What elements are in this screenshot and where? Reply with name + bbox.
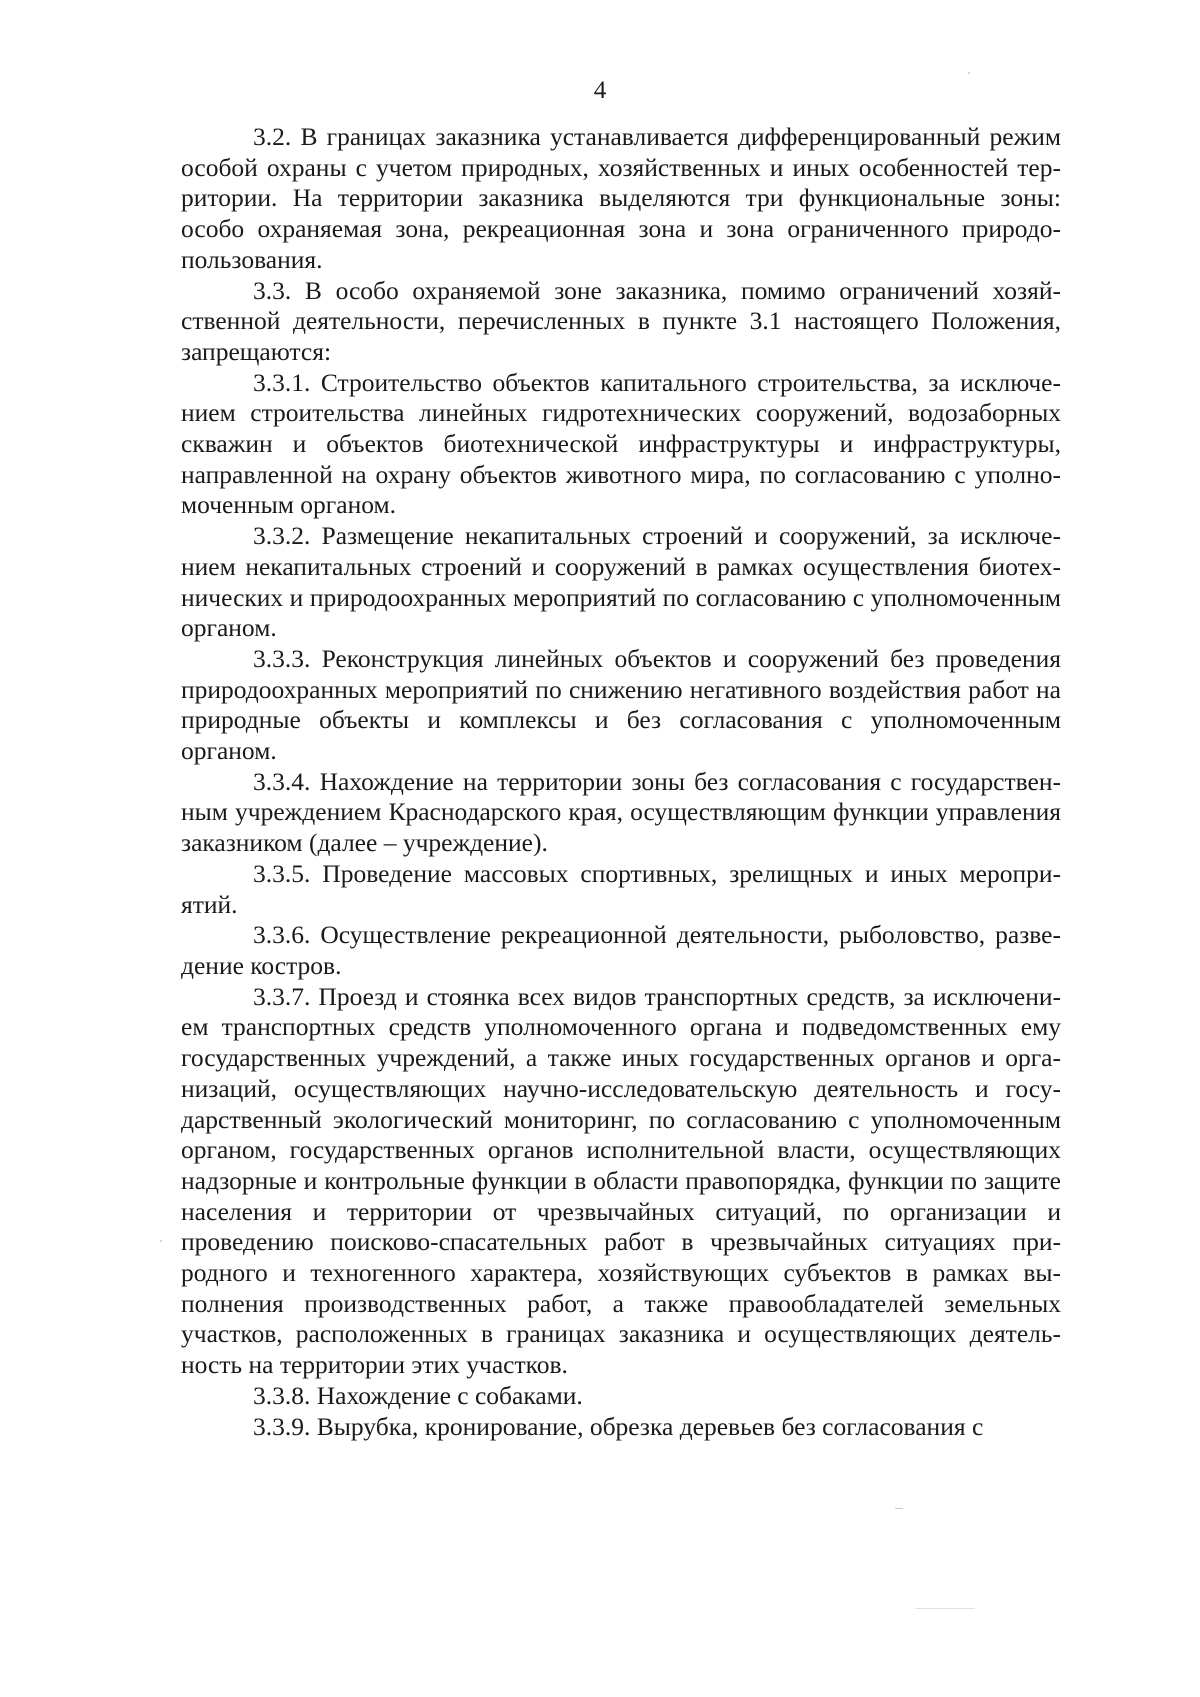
paragraph-3-3-2: 3.3.2. Размещение некапитальных строений и сооружений, за исключением некапитальных строений и сооружений в рамках осуществления биотехнических и природоохранных мероприятий по согласованию с уполномоченным органом. bbox=[181, 521, 1061, 643]
paragraph-3-3-3: 3.3.3. Реконструкция линейных объектов и сооружений без проведения природоохранных мероприятий по снижению негативного воздействия работ на природные объекты и комплексы и без согласования с уполномоченным органом. bbox=[181, 643, 1061, 766]
document-body bbox=[181, 122, 1061, 1442]
paragraph-3-2: 3.2. В границах заказника устанавливается дифференцированный режим особой охраны с учетом природных, хозяйственных и иных особенностей территории. На территории заказника выделяются три функциональные зоны: особо охраняемая зона, рекреационная зона и зона ограниченного природопользования. bbox=[181, 122, 1061, 274]
paragraph-3-3-1: 3.3.1. Строительство объектов капитального строительства, за исключением строительства линейных гидротехнических сооружений, водозаборных скважин и объектов биотехнической инфраструктуры и инфраструктуры, направленной на охрану объектов животного мира, по согласованию с уполномоченным органом. bbox=[181, 367, 1061, 520]
scan-speck bbox=[160, 1240, 162, 1242]
paragraph-3-3-7: 3.3.7. Проезд и стоянка всех видов транспортных средств, за исключением транспортных средств уполномоченного органа и подведомственных ему государственных учреждений, а также иных государственных органов и организаций, осуществляющих научно-исследовательскую деятельность и государственный экологический мониторинг, по согласованию с уполномоченным органом, государственных органов исполнительной власти, осуществляющих надзорные и контрольные функции в области правопорядка, функции по защите населения и территории от чрезвычайных ситуаций, по организации и проведению поисково-спасательных работ в чрезвычайных ситуациях природного и техногенного характера, хозяйствующих субъектов в рамках выполнения производственных работ, а также правообладателей земельных участков, расположенных в границах заказника и осуществляющих деятельность на территории этих участков. bbox=[181, 981, 1061, 1380]
paragraph-3-3-8: 3.3.8. Нахождение с собаками. bbox=[253, 1380, 583, 1410]
paragraph-3-3-6: 3.3.6. Осуществление рекреационной деятельности, рыболовство, разведение костров. bbox=[181, 920, 1061, 980]
page-number: 4 bbox=[593, 77, 607, 104]
paragraph-3-3-5: 3.3.5. Проведение массовых спортивных, зрелищных и иных мероприятий. bbox=[181, 858, 1061, 919]
paragraph-3-3: 3.3. В особо охраняемой зоне заказника, помимо ограничений хозяйственной деятельности, перечисленных в пункте 3.1 настоящего Положения, запрещаются: bbox=[181, 275, 1061, 366]
scan-speck bbox=[915, 1608, 975, 1609]
paragraph-3-3-4: 3.3.4. Нахождение на территории зоны без согласования с государственным учреждением Краснодарского края, осуществляющим функции управления заказником (далее – учреждение). bbox=[181, 766, 1061, 858]
scan-speck bbox=[968, 72, 970, 74]
scan-speck bbox=[895, 1508, 903, 1509]
paragraph-3-3-9: 3.3.9. Вырубка, кронирование, обрезка деревьев без согласования с bbox=[253, 1411, 984, 1441]
